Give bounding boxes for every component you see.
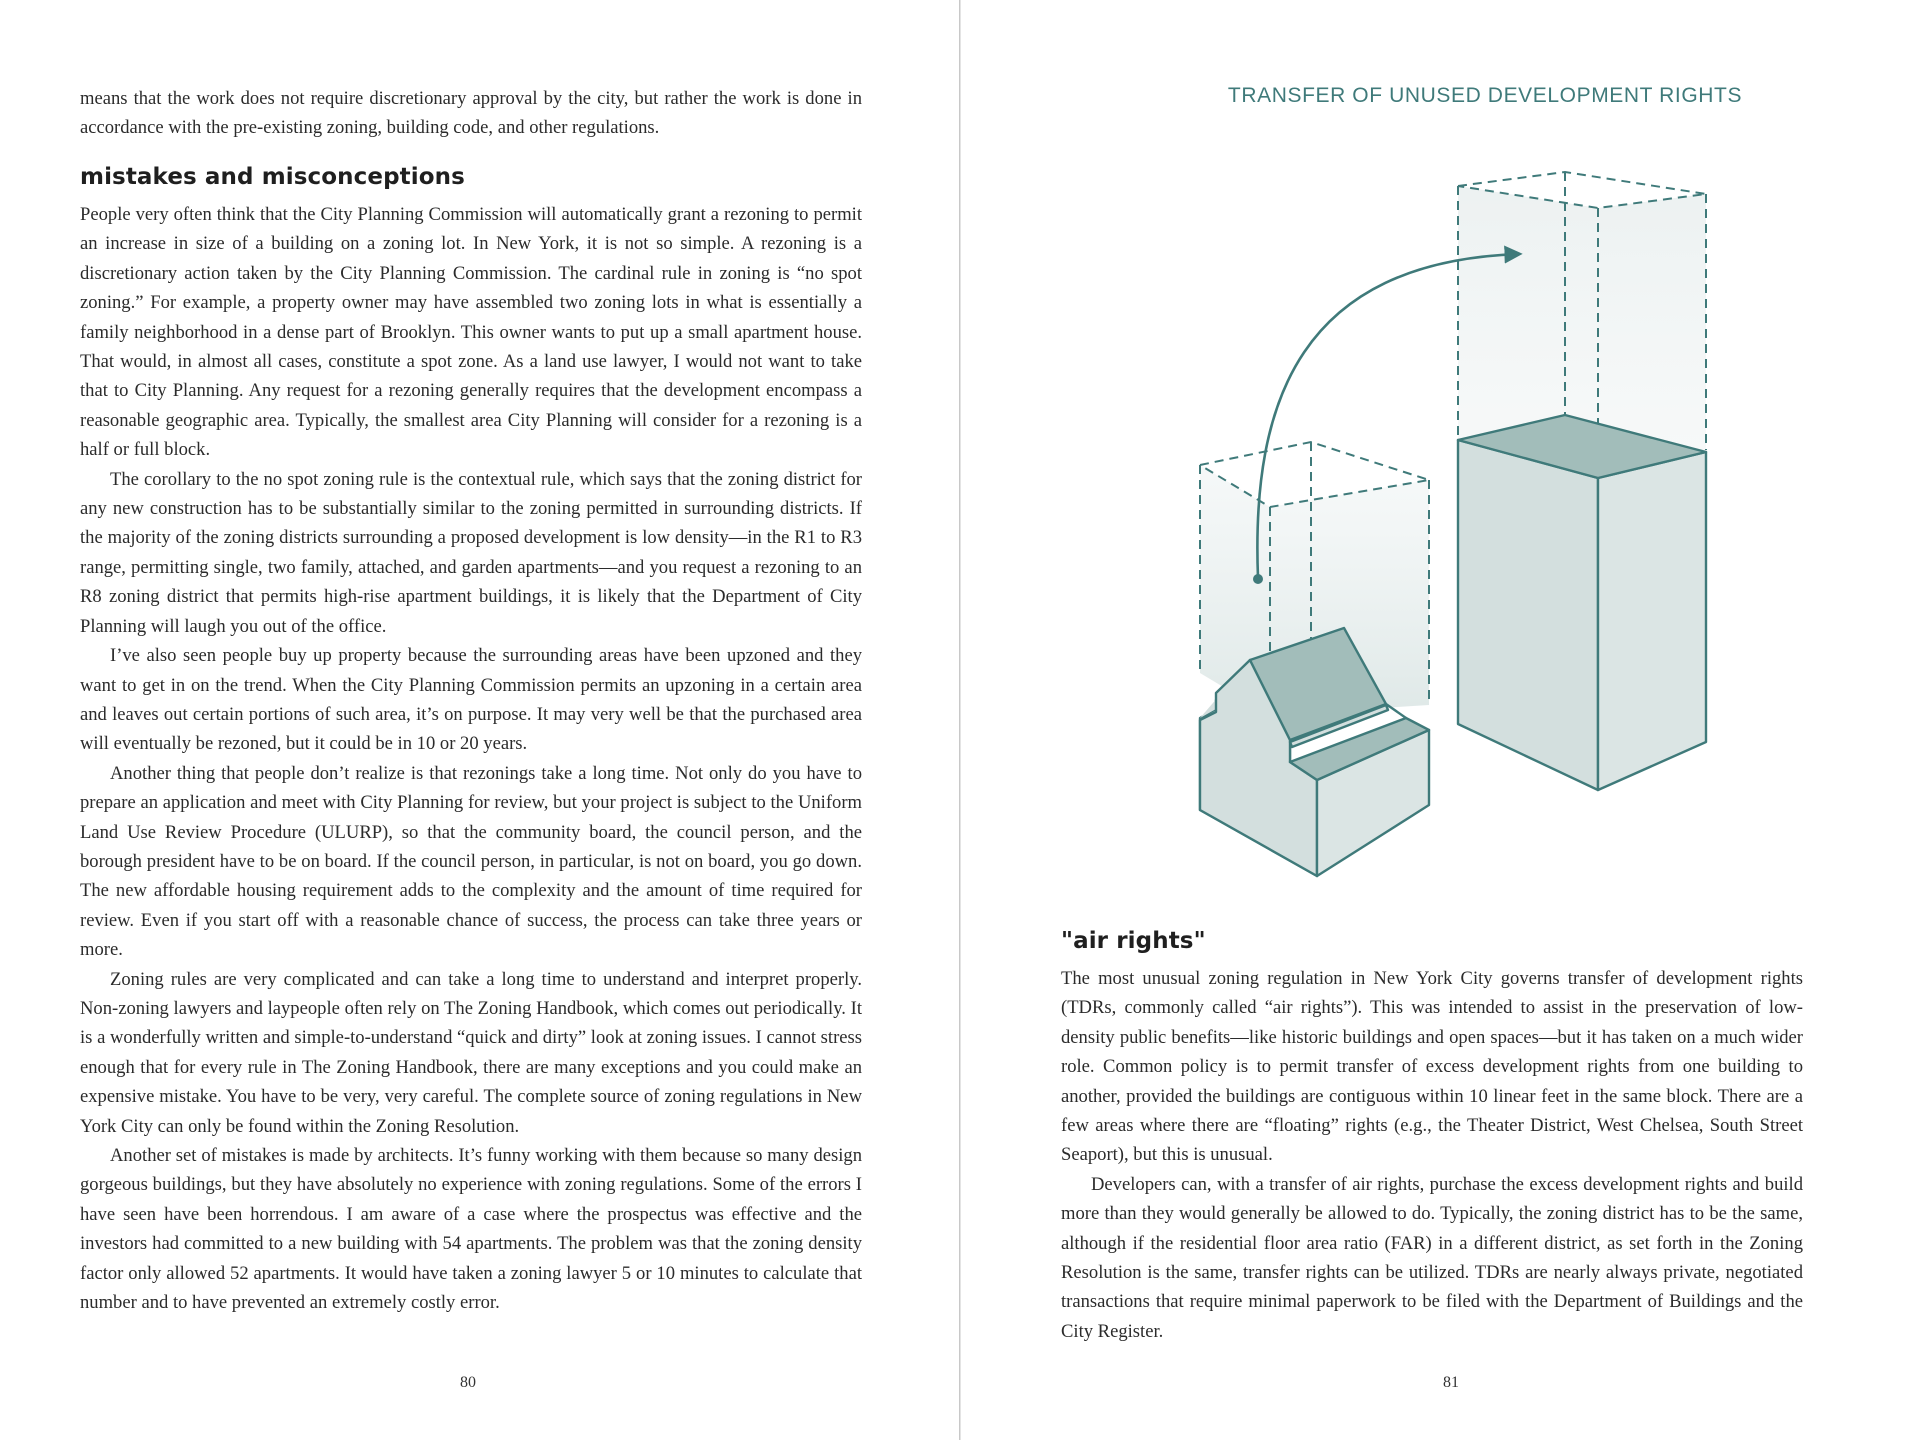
section-heading-mistakes: mistakes and misconceptions (80, 164, 465, 190)
continued-paragraph: means that the work does not require discretionary approval by the city, but rather the work is done in accordance with the pre-existing zoning, building code, and other regulations. (80, 88, 862, 139)
tall-building (1458, 415, 1706, 790)
right-page (960, 0, 1920, 1440)
paragraph: I’ve also seen people buy up property because the surrounding areas have been upzoned and they want to get in on the trend. When the City Planning Commission permits an upzoning in a certain area and leaves out certain portions of such area, it’s on purpose. It may very well be that the purchased area will eventually be rezoned, but it could be in 10 or 20 years. (80, 645, 862, 755)
page-number-right: 81 (1443, 1374, 1459, 1391)
section-heading-air-rights: "air rights" (1061, 928, 1206, 954)
paragraph: Another set of mistakes is made by architects. It’s funny working with them because so many design gorgeous buildings, but they have absolutely no experience with zoning regulations. Some of the errors I have seen have been horrendous. I am aware of a case where the prospectus was effective and the investors had committed to a new building with 54 apartments. The problem was that the zoning density factor only allowed 52 apartments. It would have taken a zoning lawyer 5 or 10 minutes to calculate that number and to have prevented an extremely costly error. (80, 1145, 862, 1314)
paragraph: People very often think that the City Planning Commission will automatically grant a rezoning to permit an increase in size of a building on a zoning lot. In New York, it is not so simple. A rezoning is a discretionary action taken by the City Planning Commission. The cardinal rule in zoning is “no spot zoning.” For example, a property owner may have assembled two zoning lots in what is essentially a family neighborhood in a dense part of Brooklyn. This owner wants to put up a small apartment house. That would, in almost all cases, constitute a spot zone. As a land use lawyer, I would not want to take that to City Planning. Any request for a rezoning generally requires that the development encompass a reasonable geographic area. Typically, the smallest area City Planning will consider for a rezoning is a half or full block. (80, 204, 862, 461)
paragraph: Zoning rules are very complicated and can take a long time to understand and interpret properly. Non-zoning lawyers and laypeople often rely on The Zoning Handbook, which comes out periodically. It is a wonderfully written and simple-to-understand “quick and dirty” look at zoning issues. I cannot stress enough that for every rule in The Zoning Handbook, there are many exceptions and you could make an expensive mistake. You have to be very, very careful. The complete source of zoning regulations in New York City can only be found within the Zoning Resolution. (80, 968, 862, 1137)
body-text-right (1061, 964, 1803, 1346)
paragraph: The corollary to the no spot zoning rule is the contextual rule, which says that the zoning district for any new construction has to be substantially similar to the zoning permitted in surrounding districts. If the majority of the zoning districts surrounding a proposed development is low density—in the R1 to R3 range, permitting single, two family, attached, and garden apartments—and you request a rezoning to an R8 zoning district that permits high-rise apartment buildings, it is likely that the Department of City Planning will laugh you out of the office. (80, 468, 862, 637)
paragraph: Developers can, with a transfer of air rights, purchase the excess development rights and build more than they would generally be allowed to do. Typically, the zoning district has to be the same, although if the residential floor area ratio (FAR) in a different district, as set forth in the Zoning Resolution is the same, transfer rights can be utilized. TDRs are nearly always private, negotiated transactions that require minimal paperwork to be filed with the Department of Buildings and the City Register. (1061, 1173, 1803, 1342)
continued-paragraph-block (80, 84, 862, 143)
paragraph: Another thing that people don’t realize is that rezonings take a long time. Not only do you have to prepare an application and meet with City Planning for review, but your project is subject to the Uniform Land Use Review Procedure (ULURP), so that the community board, the council person, and the borough president have to be on board. If the council person, in particular, is not on board, you go down. The new affordable housing requirement adds to the complexity and the amount of time required for review. Even if you start off with a reasonable chance of success, the process can take three years or more. (80, 762, 862, 961)
body-text-left (80, 200, 862, 1317)
air-rights-illustration (961, 150, 1920, 890)
page-number-left: 80 (460, 1374, 476, 1391)
figure-title: TRANSFER OF UNUSED DEVELOPMENT RIGHTS (1227, 84, 1743, 107)
paragraph: The most unusual zoning regulation in New York City governs transfer of development rights (TDRs, commonly called “air rights”). This was intended to assist in the preservation of low-density public benefits—like historic buildings and open spaces—but it has taken on a much wider role. Common policy is to permit transfer of excess development rights from one building to another, provided the buildings are contiguous within 10 linear feet in the same block. There are a few areas where there are “floating” rights (e.g., the Theater District, West Chelsea, South Street Seaport), but this is unusual. (1061, 968, 1803, 1166)
